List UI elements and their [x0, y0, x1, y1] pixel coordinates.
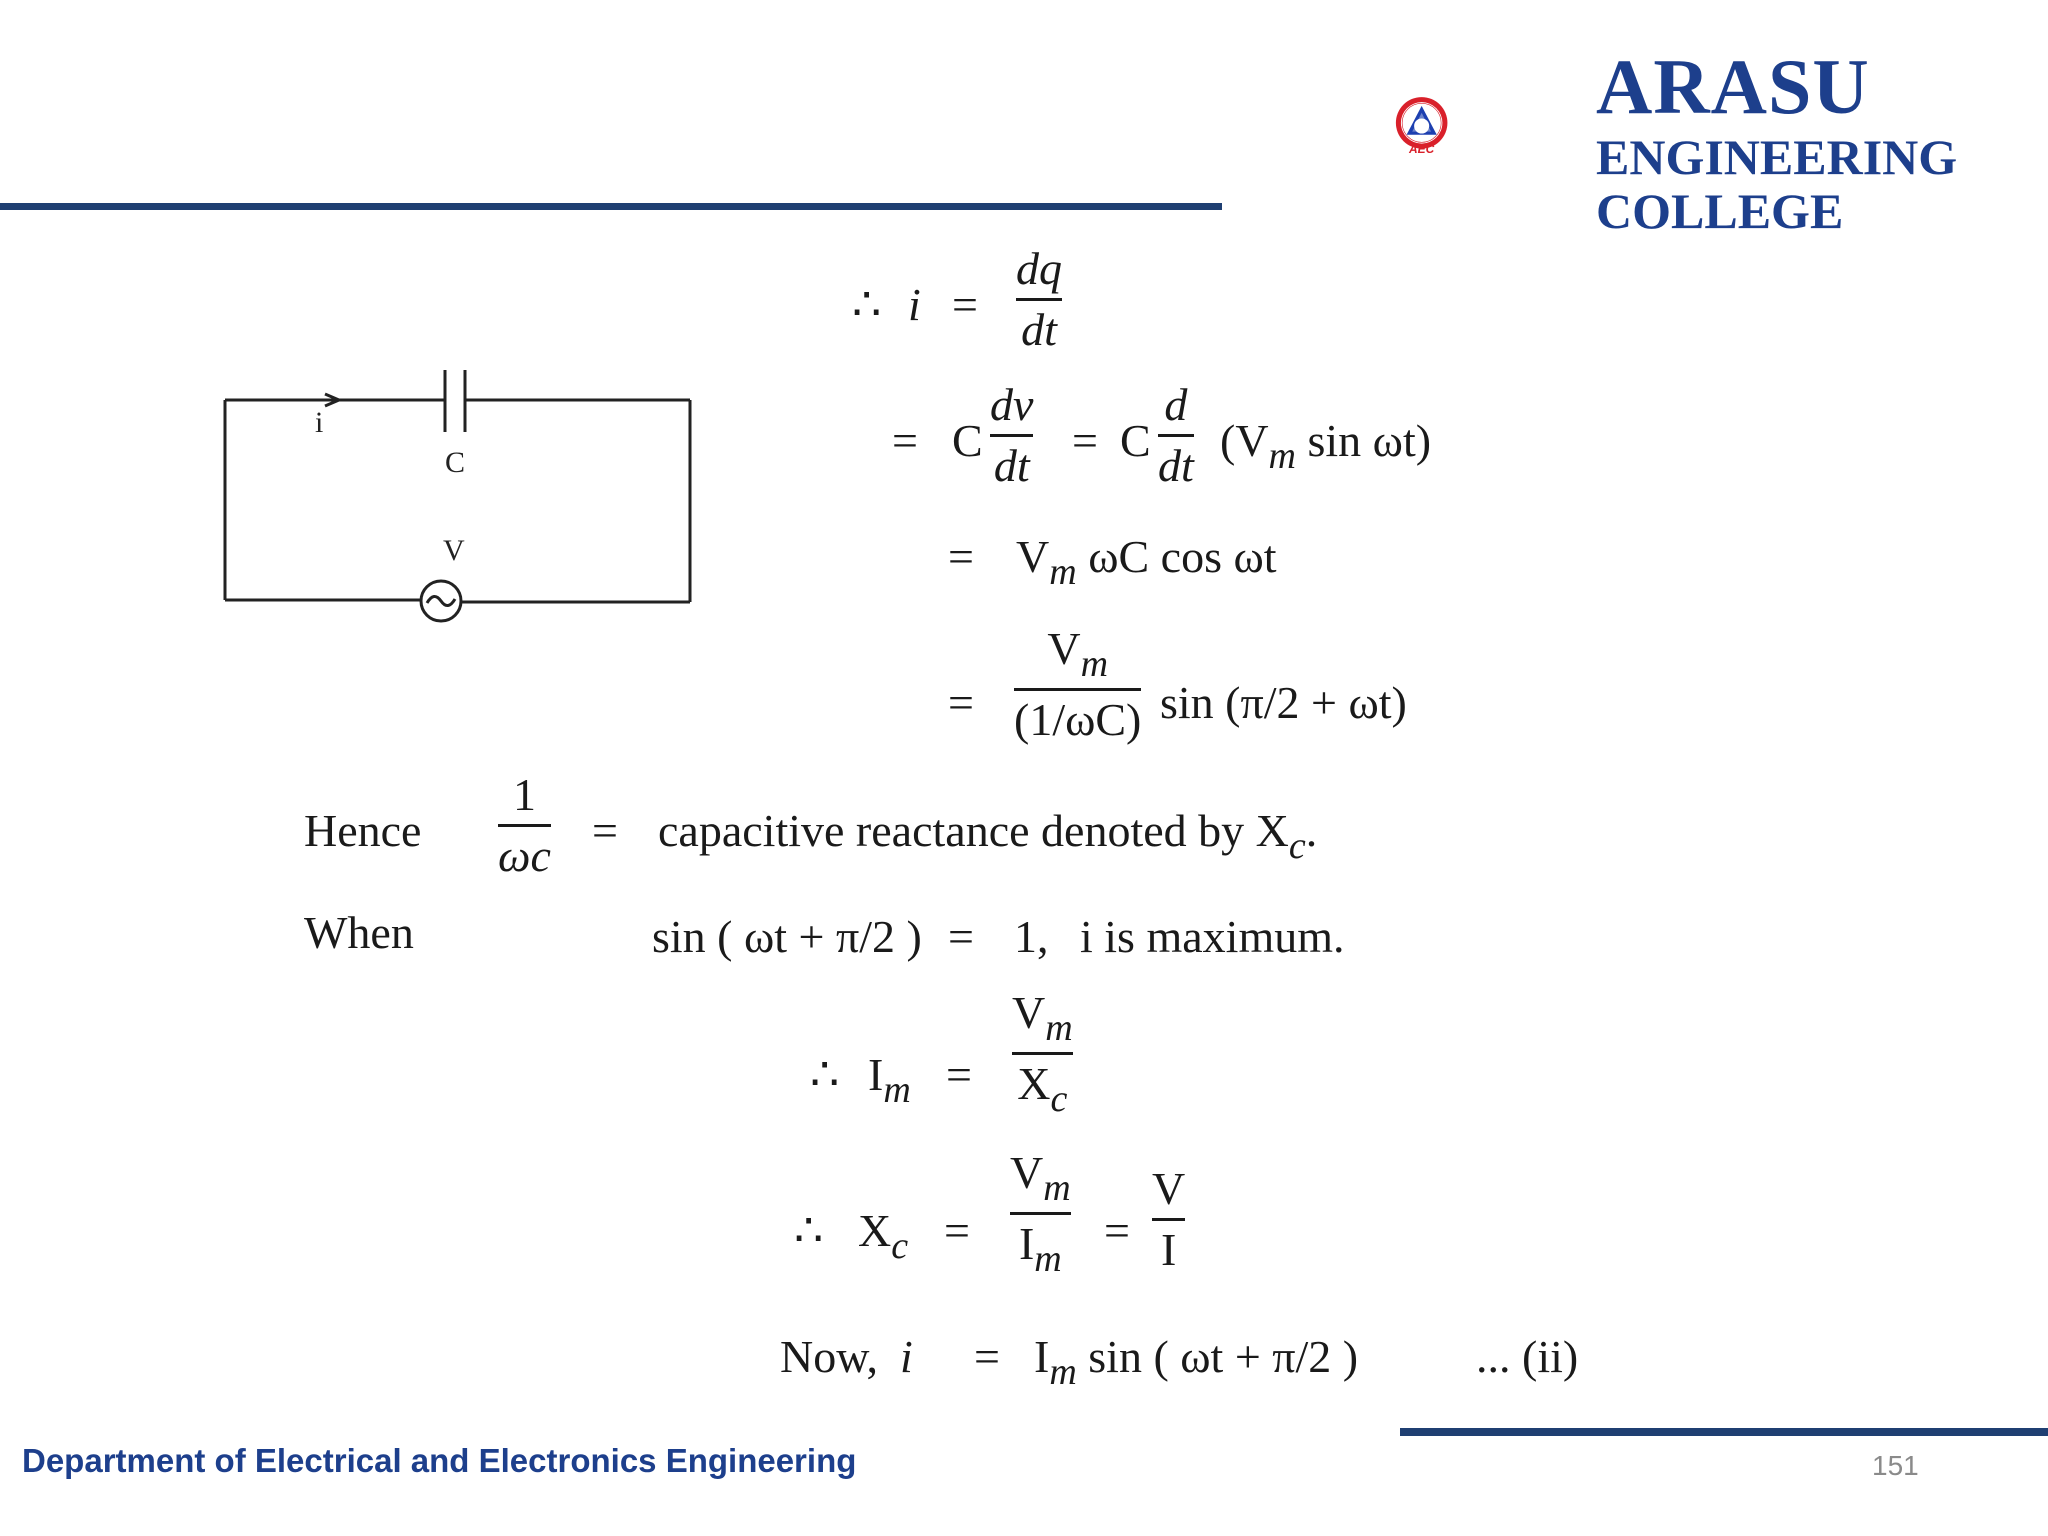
header-divider — [0, 203, 1222, 210]
sin-condition: sin ( ωt + π/2 ) — [652, 911, 922, 962]
denominator — [1010, 1218, 1071, 1280]
equals-sign: = — [948, 911, 974, 962]
subscript-m: m — [1045, 1007, 1073, 1049]
college-name-line2: ENGINEERING — [1596, 129, 1958, 185]
therefore-symbol: ∴ — [810, 1049, 840, 1100]
therefore-symbol: ∴ — [852, 279, 882, 330]
equals-sign: = — [952, 279, 978, 330]
v-symbol: V — [1016, 531, 1050, 582]
equals-sign: = — [974, 1331, 1000, 1382]
subscript-m: m — [1049, 551, 1077, 593]
denominator: dt — [1021, 304, 1057, 355]
x-symbol: X — [858, 1205, 892, 1256]
hence-label: Hence — [304, 805, 422, 856]
numerator: d — [1164, 379, 1188, 430]
fraction-dv-dt — [990, 379, 1034, 491]
fraction-bar — [990, 434, 1033, 437]
subscript-c: c — [1288, 825, 1306, 867]
i-symbol: I — [1034, 1331, 1050, 1382]
fraction-d-dt — [1158, 379, 1194, 491]
equals-sign: = — [944, 1205, 970, 1256]
college-logo — [1394, 26, 1614, 226]
x-symbol: X — [1017, 1058, 1051, 1109]
equals-sign: = — [948, 531, 974, 582]
source-label: V — [443, 534, 465, 567]
logo-monogram: AEC — [1409, 142, 1435, 157]
reactance-text: capacitive reactance denoted by X — [658, 805, 1289, 856]
when-label: When — [304, 907, 414, 958]
equation-tag: ... (ii) — [1476, 1331, 1579, 1382]
denominator: I — [1160, 1224, 1177, 1275]
instantaneous-current-expression — [1034, 1331, 1359, 1393]
subscript-m: m — [1080, 643, 1109, 685]
fraction-dq-dt — [1016, 243, 1062, 355]
maximum-statement: i is maximum. — [1080, 911, 1345, 962]
numerator — [1010, 1147, 1071, 1209]
peak-current — [868, 1049, 911, 1111]
numerator: dv — [990, 379, 1034, 430]
fraction-bar — [1016, 298, 1062, 301]
omega-c-cos-omega-t: ωC cos ωt — [1076, 531, 1277, 582]
denominator: (1/ωC) — [1014, 694, 1142, 745]
now-label: Now, — [780, 1331, 878, 1382]
denominator: ωc — [498, 830, 551, 881]
subscript-m: m — [883, 1069, 911, 1111]
subscript-c: c — [1050, 1078, 1068, 1120]
department-name: Department of Electrical and Electronics Engineering — [22, 1442, 857, 1479]
fraction-vm-over-im — [1010, 1147, 1071, 1280]
denominator — [1012, 1058, 1073, 1120]
college-name-line1: ARASU — [1596, 43, 1870, 130]
subscript-m: m — [1043, 1167, 1071, 1209]
capacitance-symbol: C — [1120, 415, 1151, 466]
i-symbol: I — [1018, 1218, 1035, 1269]
subscript-c: c — [891, 1225, 909, 1267]
i-symbol: I — [868, 1049, 884, 1100]
equals-sign: = — [946, 1049, 972, 1100]
vm-omega-c-cos — [1016, 531, 1277, 593]
period: . — [1305, 805, 1318, 856]
numerator: V — [1152, 1163, 1186, 1214]
numerator — [1012, 987, 1073, 1049]
v-open: (V — [1220, 415, 1269, 466]
fraction-vm-over-reactance — [1014, 623, 1142, 745]
fraction-bar — [1158, 434, 1194, 437]
numerator: 1 — [512, 769, 536, 820]
page-number: 151 — [1872, 1450, 1919, 1481]
capacitance-symbol: C — [952, 415, 983, 466]
fraction-one-over-omega-c — [498, 769, 551, 881]
therefore-symbol: ∴ — [794, 1205, 824, 1256]
numerator — [1014, 623, 1141, 685]
v-symbol: V — [1047, 623, 1081, 674]
capacitor-circuit-diagram — [215, 360, 705, 640]
fraction-v-over-i — [1152, 1163, 1186, 1275]
sin-omega-t-phase: sin ( ωt + π/2 ) — [1076, 1331, 1359, 1382]
fraction-vm-over-xc — [1012, 987, 1073, 1120]
capacitor-label: C — [445, 446, 466, 479]
v-symbol: V — [1012, 987, 1046, 1038]
condition-value: 1, — [1014, 911, 1049, 962]
fraction-bar — [498, 824, 551, 827]
numerator: dq — [1016, 243, 1062, 294]
v-symbol: V — [1010, 1147, 1044, 1198]
college-name-line3: COLLEGE — [1596, 183, 1844, 239]
college-name — [1596, 43, 1958, 239]
footer-divider — [1400, 1428, 2048, 1436]
current-variable: i — [900, 1331, 913, 1382]
equals-sign: = — [1072, 415, 1098, 466]
denominator: dt — [1158, 440, 1194, 491]
sin-omega-t: sin ωt) — [1296, 415, 1432, 466]
subscript-m: m — [1268, 435, 1296, 477]
current-variable: i — [908, 279, 921, 330]
fraction-bar — [1012, 1052, 1073, 1055]
equals-sign: = — [892, 415, 918, 466]
reactance-definition — [658, 805, 1318, 867]
equals-sign: = — [948, 677, 974, 728]
equals-sign: = — [592, 805, 618, 856]
equals-sign: = — [1104, 1205, 1130, 1256]
current-label: i — [315, 406, 324, 439]
subscript-m: m — [1049, 1351, 1077, 1393]
fraction-bar — [1014, 688, 1141, 691]
denominator: dt — [993, 440, 1030, 491]
sin-phase-shift: sin (π/2 + ωt) — [1160, 677, 1407, 728]
voltage-expression — [1220, 415, 1432, 477]
fraction-bar — [1152, 1218, 1185, 1221]
reactance-variable — [858, 1205, 909, 1267]
fraction-bar — [1010, 1212, 1071, 1215]
subscript-m: m — [1034, 1238, 1062, 1280]
